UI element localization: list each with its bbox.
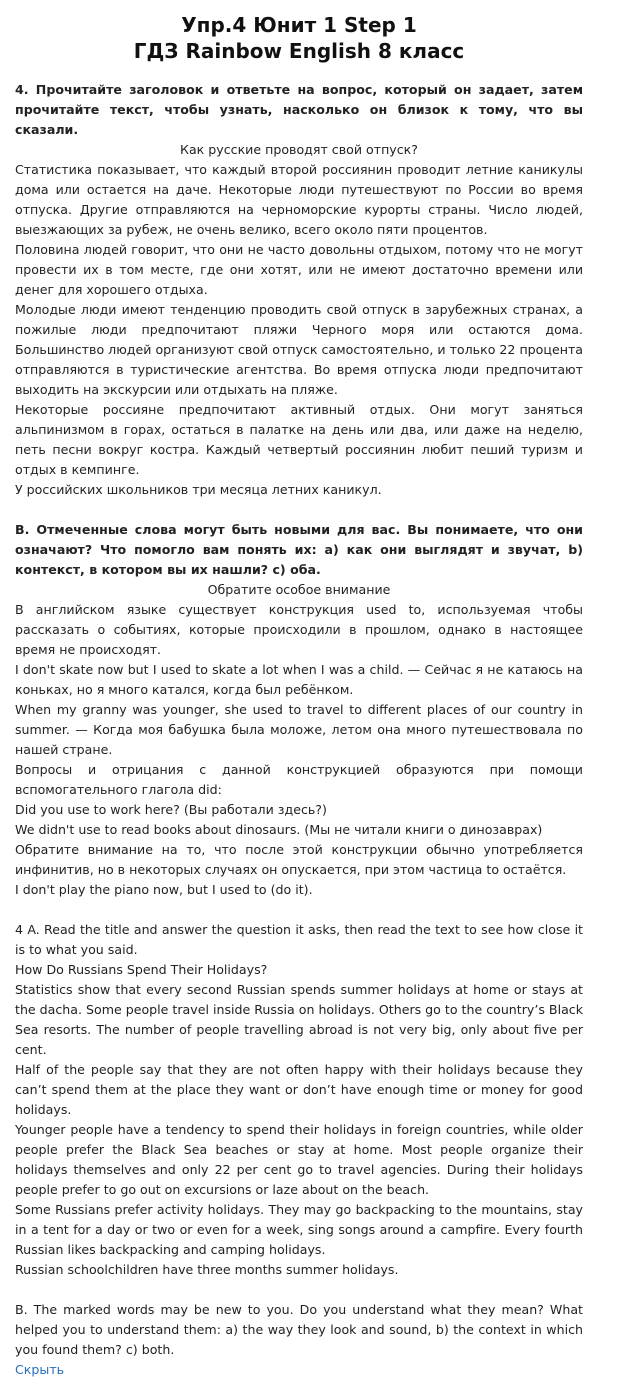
en-task-a: 4 A. Read the title and answer the question it asks, then read the text to see how close it is to what you said. — [15, 922, 583, 957]
section-spacer — [15, 1280, 583, 1300]
ru-paragraph: У российских школьников три месяца летних каникул. — [15, 482, 382, 497]
en-task-b: B. The marked words may be new to you. Do you understand what they mean? What helped you to understand them: a) the way they look and sound, b) the context in which you found them? c) both. — [15, 1302, 583, 1357]
ru-task-a: 4. Прочитайте заголовок и ответьте на вопрос, который он задает, затем прочитайте текст, чтобы узнать, насколько он близок к тому, что вы сказали. — [15, 82, 583, 137]
en-paragraph: Russian schoolchildren have three months summer holidays. — [15, 1262, 399, 1277]
ru-task-b: B. Отмеченные слова могут быть новыми для вас. Вы понимаете, что они означают? Что помогло вам понять их: а) как они выглядят и звучат, b) контекст, в котором вы их нашли? c) оба. — [15, 522, 583, 577]
note-example: We didn't use to read books about dinosaurs. (Мы не читали книги о динозаврах) — [15, 822, 543, 837]
en-paragraph: Statistics show that every second Russian spends summer holidays at home or stays at the dacha. Some people travel inside Russia on holidays. Others go to the country’s Black Sea resorts. The number of people travelling abroad is not very big, only about five per cent. — [15, 982, 584, 1057]
answer-content — [15, 80, 583, 1380]
ru-paragraph: Молодые люди имеют тенденцию проводить свой отпуск в зарубежных странах, а пожилые люди предпочитают пляжи Черного моря или остаются дома. Большинство людей организуют свой отпуск самостоятельно, и только 22 процента отправляются в туристические агентства. Во время отпуска люди предпочитают выходить на экскурсии или отдыхать на пляже. — [15, 302, 583, 397]
page-title-line1: Упр.4 Юнит 1 Step 1 — [181, 13, 417, 37]
ru-text-title: Как русские проводят свой отпуск? — [180, 142, 418, 157]
note-example: Did you use to work here? (Вы работали здесь?) — [15, 802, 327, 817]
ru-paragraph: Статистика показывает, что каждый второй россиянин проводит летние каникулы дома или остается на даче. Некоторые люди путешествуют по России во время отпуска. Другие отправляются на черноморские курорты страны. Число людей, выезжающих за рубеж, не очень велико, всего около пяти процентов. — [15, 162, 583, 237]
ru-paragraph: Некоторые россияне предпочитают активный отдых. Они могут заняться альпинизмом в горах, остаться в палатке на день или два, или даже на неделю, петь песни вокруг костра. Каждый четвертый россиянин любит пеший туризм и отдых в кемпинге. — [15, 402, 583, 477]
en-paragraph: Some Russians prefer activity holidays. They may go backpacking to the mountains, stay in a tent for a day or two or even for a week, sing songs around a campfire. Every fourth Russian likes backpacking and camping holidays. — [15, 1202, 583, 1257]
note-example: When my granny was younger, she used to travel to different places of our country in summer. — Когда моя бабушка была моложе, летом она много путешествовала по нашей стране. — [15, 702, 583, 757]
en-text-title: How Do Russians Spend Their Holidays? — [15, 962, 268, 977]
ru-paragraph: Половина людей говорит, что они не часто довольны отдыхом, потому что не могут провести их в том месте, где они хотят, или не имеют достаточно времени или денег для хорошего отдыха. — [15, 242, 583, 297]
en-paragraph: Younger people have a tendency to spend their holidays in foreign countries, while older people prefer the Black Sea beaches or stay at home. Most people organize their holidays themselves and only 22 per cent go to travel agencies. During their holidays people prefer to go out on excursions or laze about on the beach. — [15, 1122, 583, 1197]
note-title: Обратите особое внимание — [207, 582, 391, 597]
page-title-line2: ГДЗ Rainbow English 8 класс — [133, 39, 465, 63]
page — [15, 10, 583, 1380]
note-paragraph: Вопросы и отрицания с данной конструкцией образуются при помощи вспомогательного глагола did: — [15, 762, 583, 797]
note-paragraph: В английском языке существует конструкция used to, используемая чтобы рассказать о событиях, которые происходили в прошлом, однако в настоящее время не происходят. — [15, 602, 583, 657]
hide-link[interactable]: Скрыть — [15, 1362, 65, 1377]
section-spacer — [15, 900, 583, 920]
note-paragraph: Обратите внимание на то, что после этой конструкции обычно употребляется инфинитив, но в некоторых случаях он опускается, при этом частица to остаётся. — [15, 842, 583, 877]
section-spacer — [15, 500, 583, 520]
en-paragraph: Half of the people say that they are not often happy with their holidays because they can’t spend them at the place they want or don’t have enough time or money for good holidays. — [15, 1062, 583, 1117]
note-example: I don't skate now but I used to skate a lot when I was a child. — Сейчас я не катаюсь на коньках, но я много катался, когда был ребёнком. — [15, 662, 583, 697]
note-example: I don't play the piano now, but I used to (do it). — [15, 882, 313, 897]
